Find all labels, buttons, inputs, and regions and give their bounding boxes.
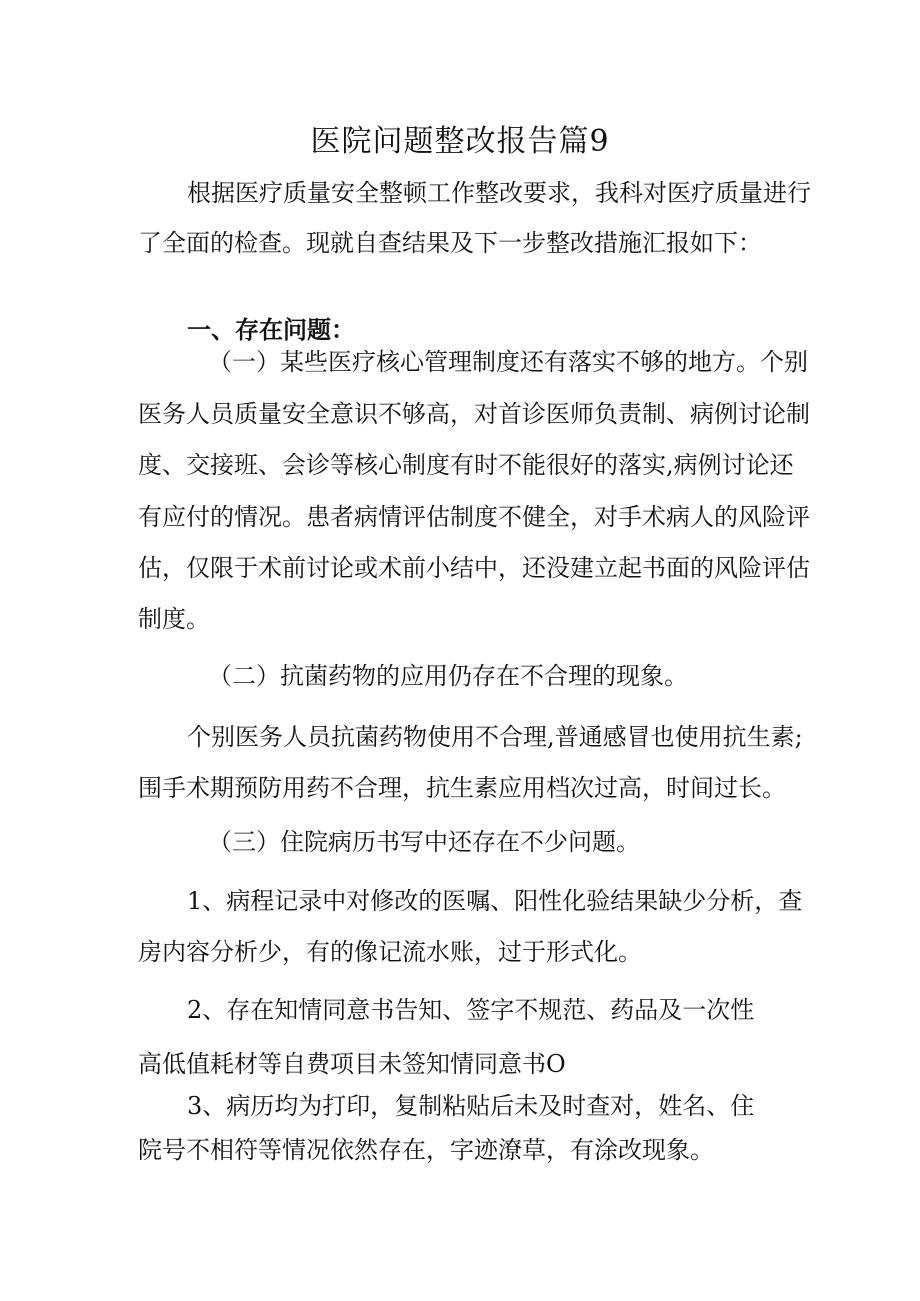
intro-line-2: 了全面的检查。现就自查结果及下一步整改措施汇报如下：	[138, 229, 762, 257]
item1-line-2: 医务人员质量安全意识不够高，对首诊医师负责制、病例讨论制	[138, 400, 810, 428]
document-title: 医院问题整改报告篇9	[310, 124, 610, 159]
item2-line-2: 围手术期预防用药不合理，抗生素应用档次过高，时间过长。	[138, 774, 786, 802]
item2-heading: （二）抗菌药物的应用仍存在不合理的现象。	[208, 662, 688, 690]
item3-point2-line-2: 高低值耗材等自费项目未签知情同意书O	[138, 1050, 566, 1078]
item1-line-3: 度、交接班、会诊等核心制度有时不能很好的落实,病例讨论还	[138, 451, 794, 479]
item3-point3-line-1: 3、病历均为打印，复制粘贴后未及时查对，姓名、住	[187, 1092, 755, 1120]
item3-heading: （三）住院病历书写中还存在不少问题。	[208, 828, 640, 856]
item1-line-5: 估，仅限于术前讨论或术前小结中，还没建立起书面的风险评估	[138, 554, 810, 582]
item1-line-4: 有应付的情况。患者病情评估制度不健全，对手术病人的风险评	[138, 503, 810, 531]
item3-point3-line-2: 院号不相符等情况依然存在，字迹潦草，有涂改现象。	[138, 1136, 714, 1164]
item3-point1-line-2: 房内容分析少，有的像记流水账，过于形式化。	[138, 938, 642, 966]
item2-line-1: 个别医务人员抗菌药物使用不合理,普通感冒也使用抗生素;	[187, 723, 803, 751]
item3-point2-line-1: 2、存在知情同意书告知、签字不规范、药品及一次性	[187, 996, 755, 1024]
section-heading-problems: 一、存在问题：	[187, 315, 355, 344]
item1-line-6: 制度。	[138, 605, 210, 633]
item1-line-1: （一）某些医疗核心管理制度还有落实不够的地方。个别	[208, 348, 808, 376]
intro-line-1: 根据医疗质量安全整顿工作整改要求，我科对医疗质量进行	[187, 179, 811, 207]
item3-point1-line-1: 1、病程记录中对修改的医嘱、阳性化验结果缺少分析，查	[187, 887, 803, 915]
